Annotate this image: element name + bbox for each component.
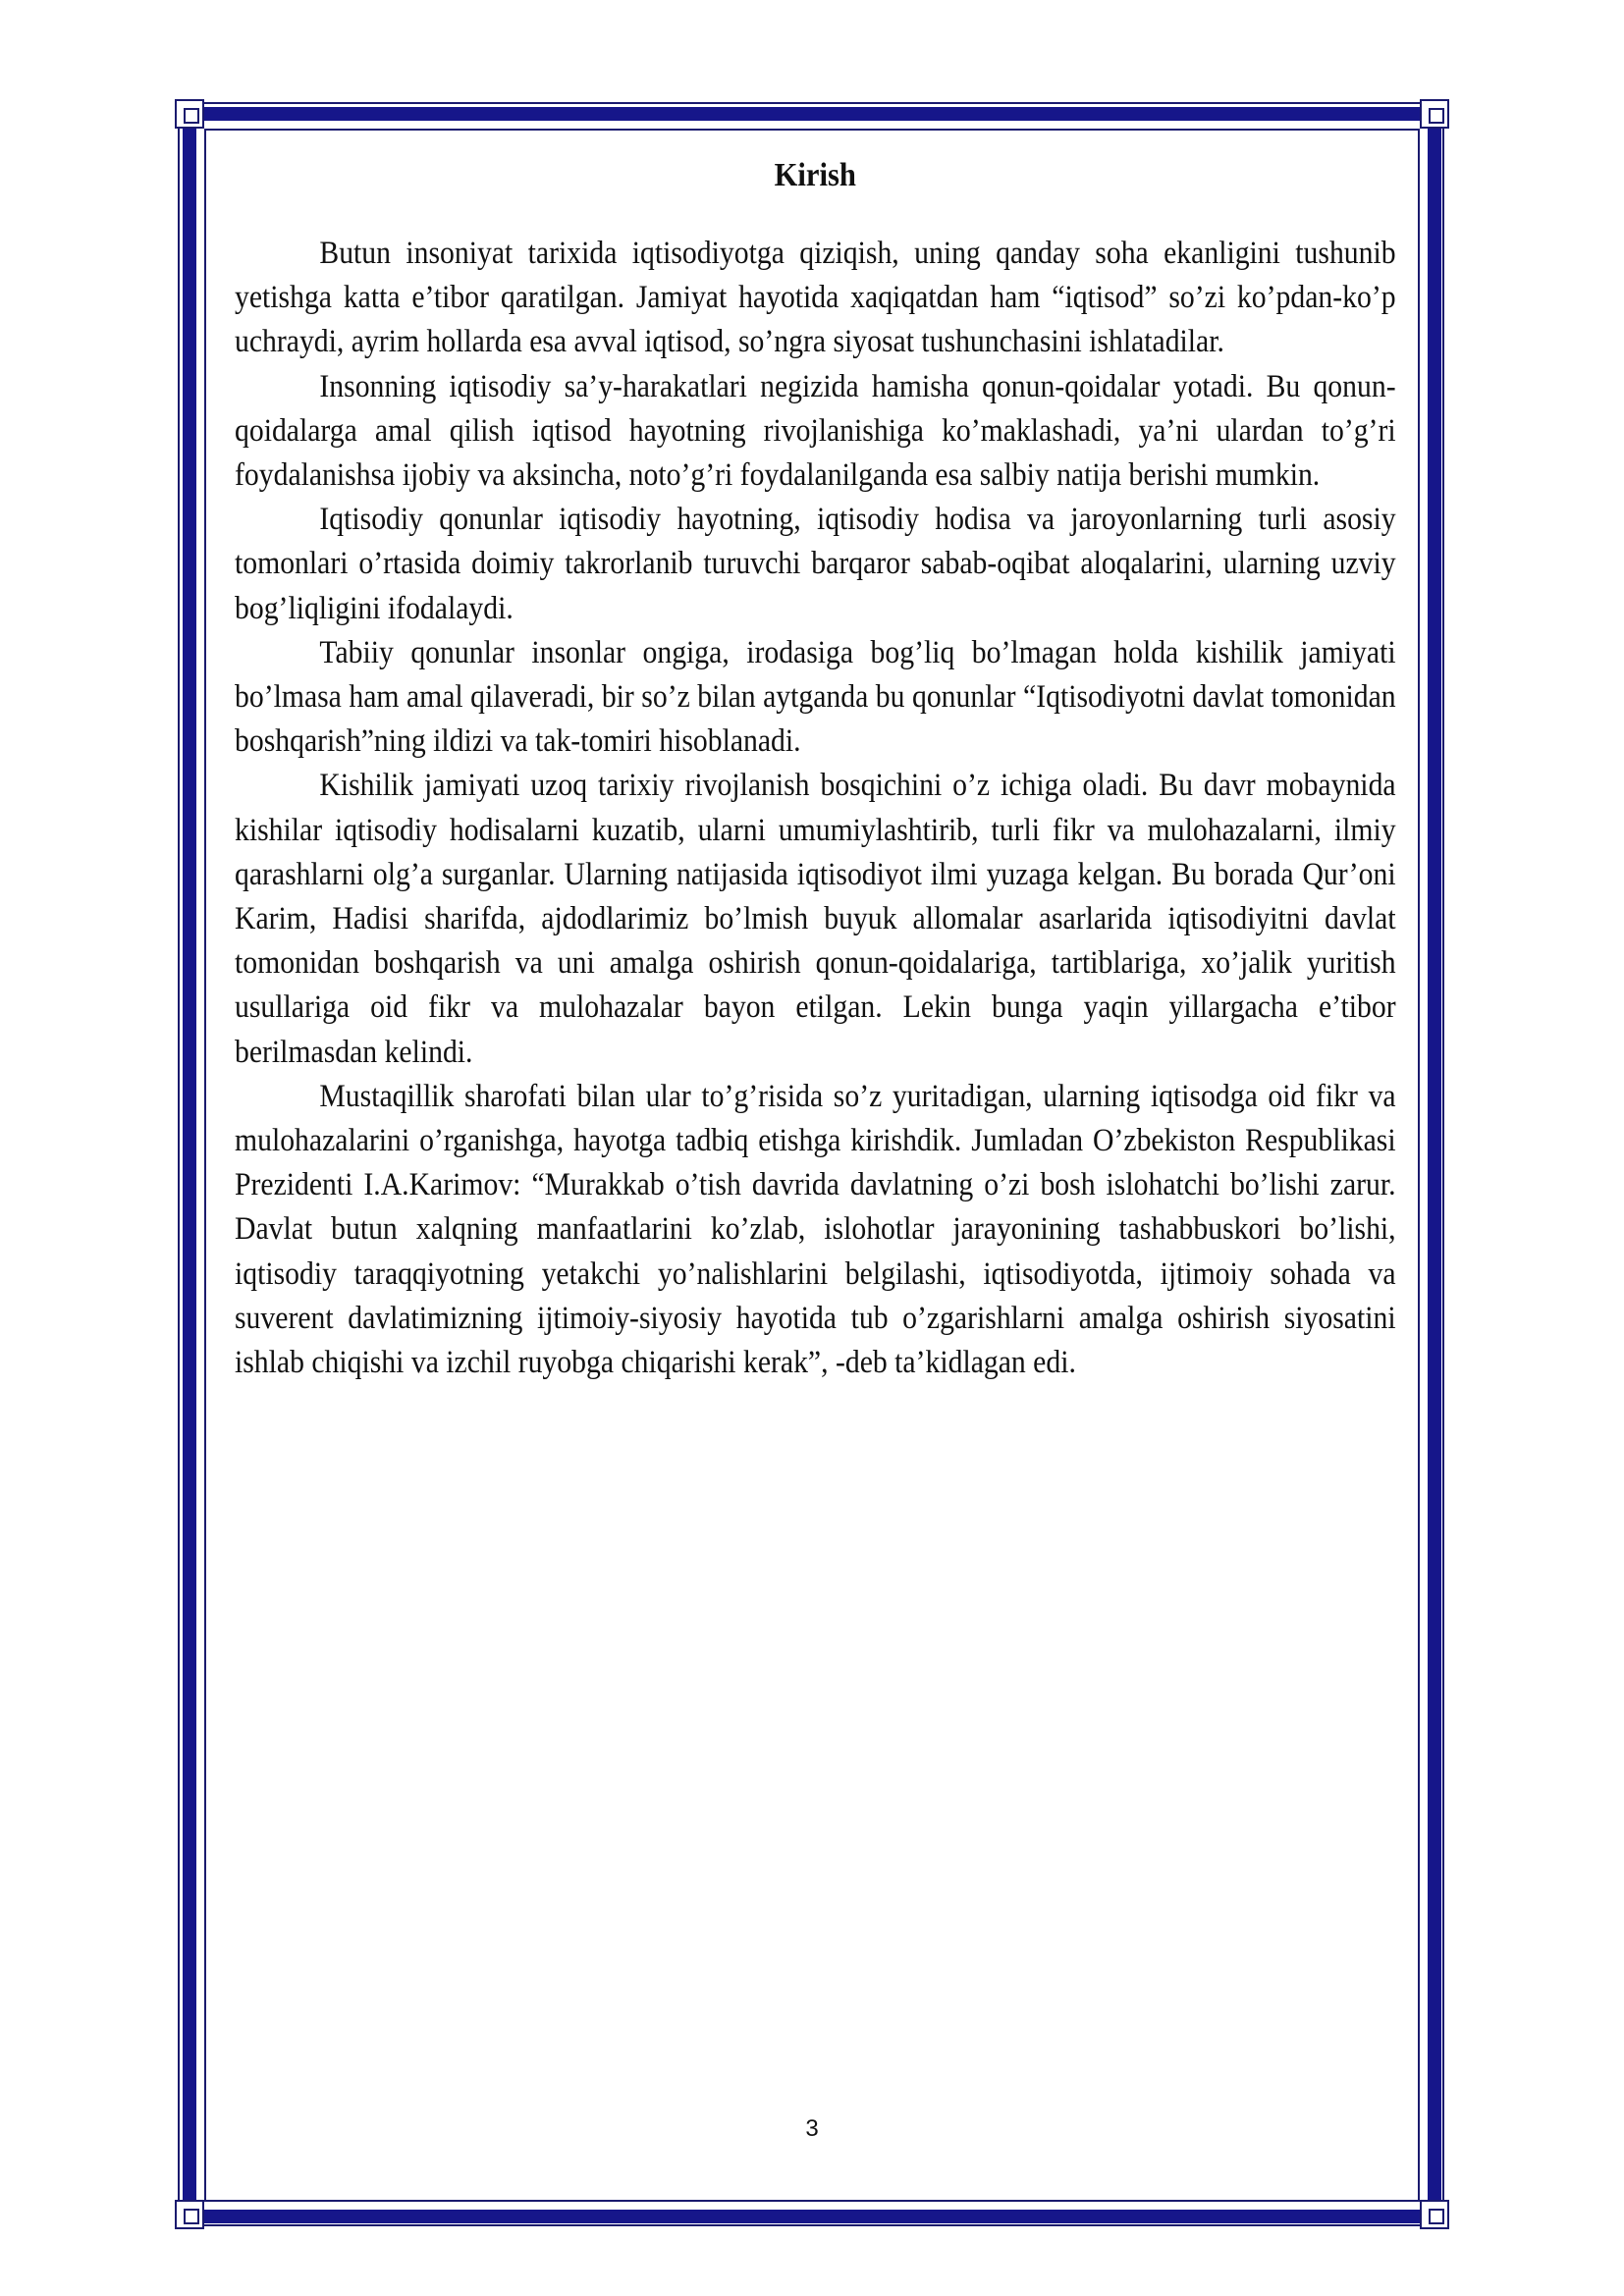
paragraph: Tabiiy qonunlar insonlar ongiga, irodasiga bog’liq bo’lmagan holda kishilik jamiyati bo’lmasa ham amal qilaveradi, bir so’z bilan aytganda bu qonunlar “Iqtisodiyotni davlat tomonidan boshqarish”ning ildizi va tak-tomiri hisoblanadi. (235, 634, 1396, 760)
border-corner-ornament (175, 99, 204, 129)
paragraph: Iqtisodiy qonunlar iqtisodiy hayotning, iqtisodiy hodisa va jaroyonlarning turli asosiy tomonlari o’rtasida doimiy takrorlanib turuvchi barqaror sabab-oqibat aloqalarini, ularning uzviy bog’liqligini ifodalaydi. (235, 502, 1396, 626)
paragraph: Mustaqillik sharofati bilan ular to’g’risida so’z yuritadigan, ularning iqtisodga oid fikr va mulohazalarini o’rganishga, hayotga tadbiq etishga kirishdik. Jumladan O’zbekiston Respublikasi Prezidenti I.A.Karimov: “Murakkab o’tish davrida davlatning o’zi bosh islohatchi bo’lishi zarur. Davlat butun xalqning manfaatlarini ko’zlab, islohotlar jarayonining tashabbuskori bo’lishi, iqtisodiy taraqqiyotning yetakchi yo’nalishlarini belgilashi, iqtisodiyotda, ijtimoiy sohada va suverent davlatimizning ijtimoiy-siyosiy hayotida tub o’zgarishlarni amalga oshirish siyosatini ishlab chiqishi va izchil ruyobga chiqarishi kerak”, -deb ta’kidlagan edi. (235, 1078, 1396, 1381)
border-corner-ornament (1420, 99, 1449, 129)
document-body (235, 147, 1396, 1385)
paragraph: Insonning iqtisodiy sa’y-harakatlari negizida hamisha qonun-qoidalar yotadi. Bu qonun-qoidalarga amal qilish iqtisod hayotning rivojlanishiga ko’maklashadi, ya’ni ulardan to’g’ri foydalanishsa ijobiy va aksincha, noto’g’ri foydalanilganda esa salbiy natija berishi mumkin. (235, 368, 1396, 494)
paragraph: Kishilik jamiyati uzoq tarixiy rivojlanish bosqichini o’z ichiga oladi. Bu davr mobaynida kishilar iqtisodiy hodisalarni kuzatib, ularni umumiylashtirib, turli fikr va mulohazalarni, ilmiy qarashlarni olg’a surganlar. Ularning natijasida iqtisodiyot ilmi yuzaga kelgan. Bu borada Qur’oni Karim, Hadisi sharifda, ajdodlarimiz bo’lmish buyuk allomalar asarlarida iqtisodiyitni davlat tomonidan boshqarish va uni amalga oshirish qonun-qoidalariga, tartiblariga, xo’jalik yuritish usullariga oid fikr va mulohazalar bayon etilgan. Lekin bunga yaqin yillargacha e’tibor berilmasdan kelindi. (235, 768, 1396, 1070)
border-corner-ornament (1420, 2200, 1449, 2229)
page-title: Kirish (774, 157, 856, 193)
border-corner-ornament (175, 2200, 204, 2229)
page-number: 3 (805, 2115, 819, 2142)
paragraph: Butun insoniyat tarixida iqtisodiyotga qiziqish, uning qanday soha ekanligini tushunib yetishga katta e’tibor qaratilgan. Jamiyat hayotida xaqiqatdan ham “iqtisod” so’zi ko’pdan-ko’p uchraydi, ayrim hollarda esa avval iqtisod, so’ngra siyosat tushunchasini ishlatadilar. (235, 236, 1396, 360)
